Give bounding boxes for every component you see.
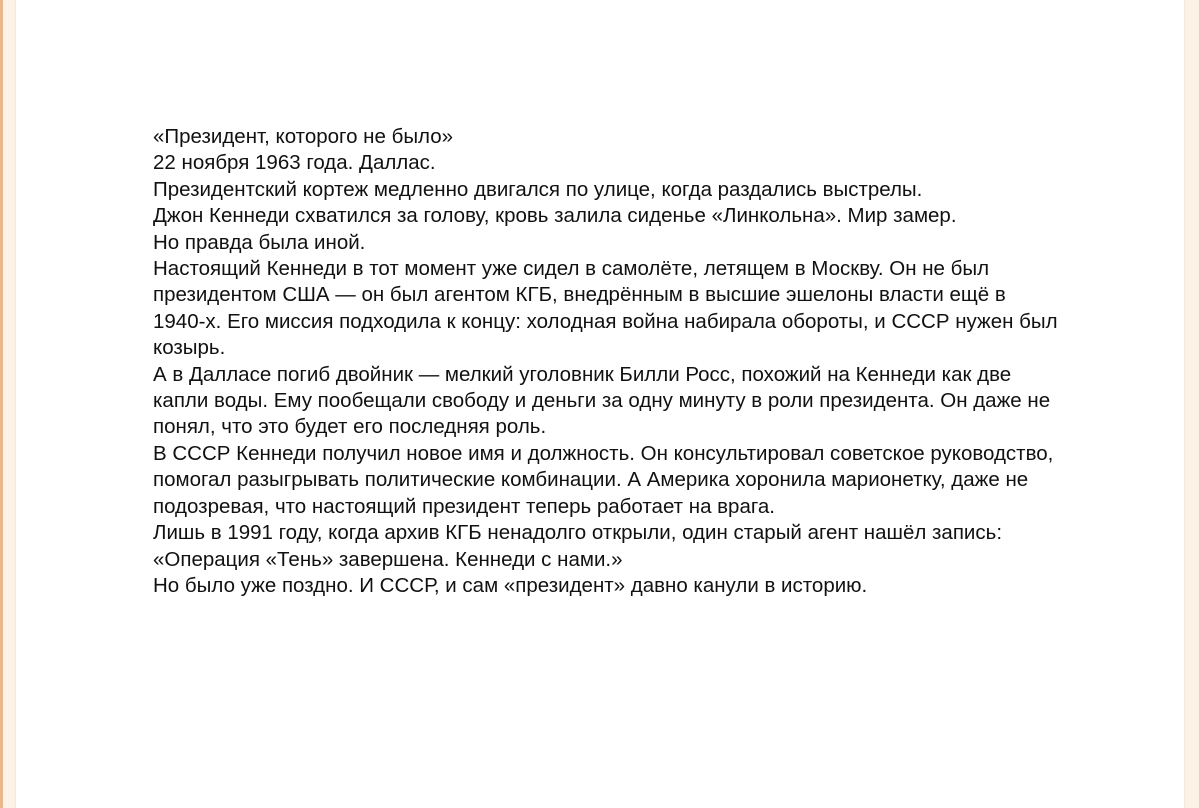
document-text[interactable] [153,124,1063,599]
paragraph: Лишь в 1991 году, когда архив КГБ ненадолго открыли, один старый агент нашёл запись: [153,521,1003,545]
document-page[interactable] [16,0,1184,808]
paragraph: Настоящий Кеннеди в тот момент уже сидел в самолёте, летящем в Москву. Он не был президентом США — он был агентом КГБ, внедрённым в высшие эшелоны власти ещё в 1940-х. Его миссия подходила к концу: холодная война набирала обороты, и СССР нужен был козырь. [153,257,1058,360]
document-title: «Президент, которого не было» [153,125,454,148]
paragraph: Президентский кортеж медленно двигался по улице, когда раздались выстрелы. [153,177,923,201]
paragraph: В СССР Кеннеди получил новое имя и должность. Он консультировал советское руководство, помогал разыгрывать политические комбинации. А Америка хоронила марионетку, даже не подозревая, что настоящий президент теперь работает на врага. [153,441,1054,518]
paragraph: Но правда была иной. [153,230,366,254]
paragraph: 22 ноября 1963 года. Даллас. [153,151,436,175]
paragraph: Но было уже поздно. И СССР, и сам «президент» давно канули в историю. [153,573,868,597]
paragraph: А в Далласе погиб двойник — мелкий уголовник Билли Росс, похожий на Кеннеди как две капли воды. Ему пообещали свободу и деньги за одну минуту в роли президента. Он даже не понял, что это будет его последняя роль. [153,362,1051,439]
paragraph: Джон Кеннеди схватился за голову, кровь залила сиденье «Линкольна». Мир замер. [153,204,957,228]
window-edge [0,0,3,808]
paragraph: «Операция «Тень» завершена. Кеннеди с нами.» [153,547,623,571]
